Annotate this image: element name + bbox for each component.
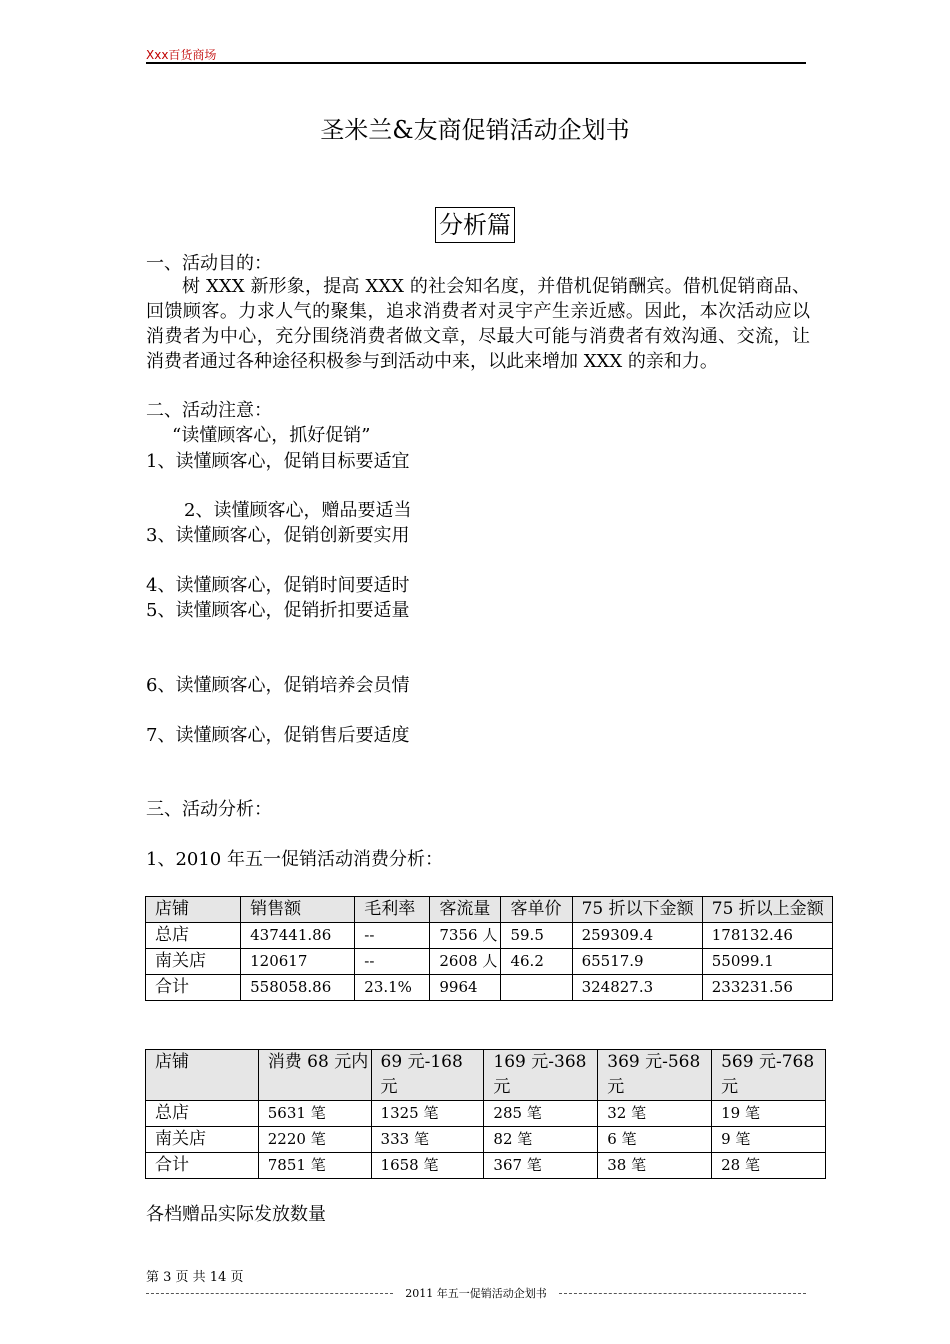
table-cell: 9964 (430, 975, 501, 1001)
table-cell: 38 笔 (598, 1153, 712, 1179)
table-row (146, 1101, 826, 1127)
table-cell: 28 笔 (712, 1153, 826, 1179)
table-header-row (146, 1050, 826, 1101)
table-cell: 总店 (146, 923, 241, 949)
table-cell: -- (355, 949, 430, 975)
section-2-heading: 二、活动注意： (146, 400, 272, 421)
table-cell (501, 975, 572, 1001)
point-item: 5、读懂顾客心，促销折扣要适量 (146, 600, 410, 621)
table-cell: 2608 人 (430, 949, 501, 975)
table-cell: 259309.4 (572, 923, 702, 949)
table-row (146, 1127, 826, 1153)
table-cell: 65517.9 (572, 949, 702, 975)
footer-doc-title: 2011 年五一促销活动企划书 (405, 1287, 547, 1300)
header-rule (146, 62, 806, 64)
table-row (146, 1153, 826, 1179)
point-item: 7、读懂顾客心，促销售后要适度 (146, 725, 410, 746)
table-cell: 437441.86 (241, 923, 355, 949)
slogan: “读懂顾客心，抓好促销” (172, 425, 371, 446)
point-item: 4、读懂顾客心，促销时间要适时 (146, 575, 410, 596)
table-cell: 7356 人 (430, 923, 501, 949)
table-cell: 南关店 (146, 1127, 259, 1153)
header-cell: 369 元-568 元 (598, 1050, 712, 1101)
table-cell: 233231.56 (702, 975, 832, 1001)
header-cell: 169 元-368 元 (484, 1050, 598, 1101)
header-cell: 客流量 (430, 897, 501, 923)
table-cell: 南关店 (146, 949, 241, 975)
table-cell: 333 笔 (371, 1127, 484, 1153)
table-row (146, 975, 833, 1001)
table-cell: 6 笔 (598, 1127, 712, 1153)
header-cell: 店铺 (146, 1050, 259, 1101)
table-cell: 32 笔 (598, 1101, 712, 1127)
table-cell: 1325 笔 (371, 1101, 484, 1127)
header-cell: 消费 68 元内 (258, 1050, 371, 1101)
point-item: 3、读懂顾客心，促销创新要实用 (146, 525, 410, 546)
header-cell: 569 元-768 元 (712, 1050, 826, 1101)
table-cell: 9 笔 (712, 1127, 826, 1153)
header-cell: 75 折以上金额 (702, 897, 832, 923)
table-cell: 120617 (241, 949, 355, 975)
section-3-heading: 三、活动分析： (146, 799, 272, 820)
header-cell: 69 元-168 元 (371, 1050, 484, 1101)
point-item: 2、读懂顾客心，赠品要适当 (184, 500, 412, 521)
table-cell: -- (355, 923, 430, 949)
footer-dashes-left (146, 1293, 393, 1294)
document-title: 圣米兰&友商促销活动企划书 (320, 116, 630, 144)
table-cell: 558058.86 (241, 975, 355, 1001)
table-cell: 82 笔 (484, 1127, 598, 1153)
point-item: 6、读懂顾客心，促销培养会员情 (146, 675, 410, 696)
page-number: 第 3 页 共 14 页 (146, 1270, 244, 1285)
header-cell: 毛利率 (355, 897, 430, 923)
consumption-table (145, 896, 833, 1001)
table-cell: 2220 笔 (258, 1127, 371, 1153)
table-cell: 367 笔 (484, 1153, 598, 1179)
table-cell: 19 笔 (712, 1101, 826, 1127)
section-1-heading: 一、活动目的： (146, 253, 272, 274)
transaction-bracket-table (145, 1049, 826, 1179)
table-cell: 55099.1 (702, 949, 832, 975)
section-3-subheading: 1、2010 年五一促销活动消费分析： (146, 849, 443, 870)
brand-header: Xxx百货商场 (146, 48, 217, 62)
table-cell: 7851 笔 (258, 1153, 371, 1179)
header-cell: 客单价 (501, 897, 572, 923)
header-cell: 销售额 (241, 897, 355, 923)
header-cell: 店铺 (146, 897, 241, 923)
footer-bar (146, 1285, 806, 1301)
table-cell: 5631 笔 (258, 1101, 371, 1127)
table-cell: 324827.3 (572, 975, 702, 1001)
section-heading (0, 207, 950, 243)
table-cell: 59.5 (501, 923, 572, 949)
section-1-paragraph: 树 XXX 新形象，提高 XXX 的社会知名度，并借机促销酬宾。借机促销商品、回馈顾客。力求人气的聚集，追求消费者对灵宇产生亲近感。因此，本次活动应以消费者为中心，充分围绕消费者做文章，尽最大可能与消费者有效沟通、交流，让消费者通过各种途径积极参与到活动中来，以此来增加 XXX 的亲和力。 (146, 276, 810, 372)
table-row (146, 949, 833, 975)
table-cell: 23.1% (355, 975, 430, 1001)
section-heading-label: 分析篇 (435, 207, 515, 243)
table-row (146, 923, 833, 949)
table-cell: 285 笔 (484, 1101, 598, 1127)
closing-line: 各档赠品实际发放数量 (146, 1204, 326, 1225)
table-cell: 合计 (146, 975, 241, 1001)
table-header-row (146, 897, 833, 923)
table-cell: 46.2 (501, 949, 572, 975)
footer-dashes-right (559, 1293, 806, 1294)
table-cell: 178132.46 (702, 923, 832, 949)
table-cell: 1658 笔 (371, 1153, 484, 1179)
point-item: 1、读懂顾客心，促销目标要适宜 (146, 451, 410, 472)
table-cell: 合计 (146, 1153, 259, 1179)
table-cell: 总店 (146, 1101, 259, 1127)
header-cell: 75 折以下金额 (572, 897, 702, 923)
